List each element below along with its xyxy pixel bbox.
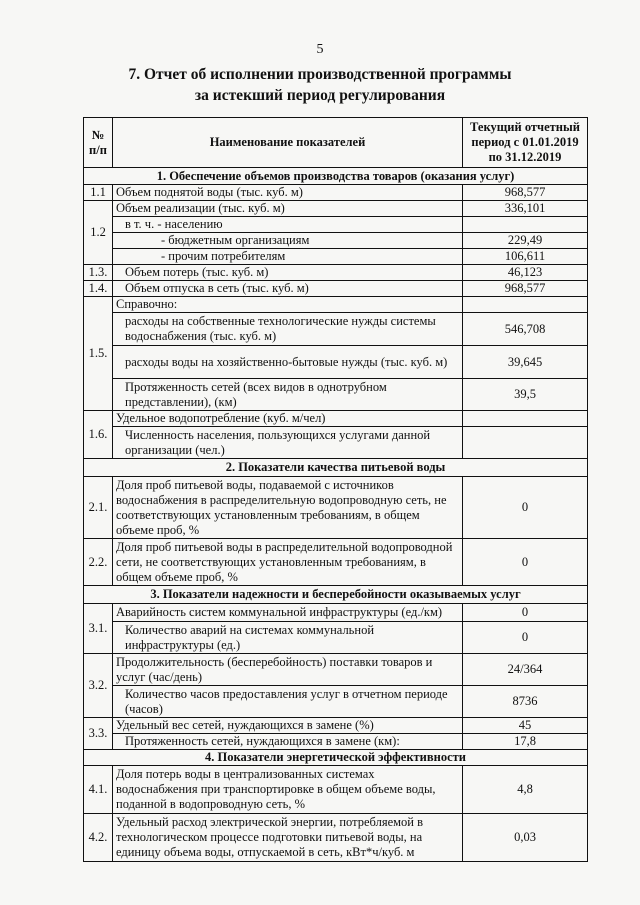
row-value xyxy=(463,427,588,459)
header-num: № п/п xyxy=(84,118,113,168)
row-name: - бюджетным организациям xyxy=(113,233,463,249)
row-value: 106,611 xyxy=(463,249,588,265)
row-name: Количество часов предоставления услуг в отчетном периоде (часов) xyxy=(113,686,463,718)
row-name: Доля проб питьевой воды, подаваемой с источников водоснабжения в распределительную водопроводную сеть, не соответствующих установленным требованиям, в общем объеме проб, % xyxy=(113,477,463,539)
section-row xyxy=(84,586,588,604)
row-value: 17,8 xyxy=(463,734,588,750)
table-row xyxy=(84,477,588,539)
row-name: Объем потерь (тыс. куб. м) xyxy=(113,265,463,281)
row-value: 39,645 xyxy=(463,346,588,379)
row-num: 2.2. xyxy=(84,539,113,586)
table-row xyxy=(84,718,588,734)
row-value: 336,101 xyxy=(463,201,588,217)
row-num: 4.2. xyxy=(84,814,113,862)
table-row xyxy=(84,604,588,622)
table-row xyxy=(84,201,588,217)
row-num: 2.1. xyxy=(84,477,113,539)
header-value: Текущий отчетный период с 01.01.2019 по 31.12.2019 xyxy=(463,118,588,168)
title-line-1: 7. Отчет об исполнении производственной программы xyxy=(128,66,512,83)
page-number: 5 xyxy=(316,42,324,57)
row-num: 1.3. xyxy=(84,265,113,281)
row-value: 0 xyxy=(463,622,588,654)
row-num: 3.2. xyxy=(84,654,113,718)
row-num: 4.1. xyxy=(84,766,113,814)
row-name: Доля потерь воды в централизованных системах водоснабжения при транспортировке в общем объеме воды, поданной в водопроводную сеть, % xyxy=(113,766,463,814)
row-name: Удельный вес сетей, нуждающихся в замене (%) xyxy=(113,718,463,734)
row-name: Протяженность сетей (всех видов в однотрубном представлении), (км) xyxy=(113,379,463,411)
table-row xyxy=(84,814,588,862)
row-value: 4,8 xyxy=(463,766,588,814)
section-3-title: 3. Показатели надежности и бесперебойности оказываемых услуг xyxy=(84,586,588,604)
table-row xyxy=(84,281,588,297)
table-row xyxy=(84,427,588,459)
row-value: 45 xyxy=(463,718,588,734)
table-row xyxy=(84,379,588,411)
row-value: 968,577 xyxy=(463,185,588,201)
row-name: Справочно: xyxy=(113,297,463,313)
row-value: 24/364 xyxy=(463,654,588,686)
table-row xyxy=(84,654,588,686)
section-row xyxy=(84,750,588,766)
row-name: в т. ч. - населению xyxy=(113,217,463,233)
table-row xyxy=(84,766,588,814)
row-name: расходы на собственные технологические нужды системы водоснабжения (тыс. куб. м) xyxy=(113,313,463,346)
row-name: Аварийность систем коммунальной инфраструктуры (ед./км) xyxy=(113,604,463,622)
table-header-row xyxy=(84,118,588,168)
row-num: 1.6. xyxy=(84,411,113,459)
row-name: расходы воды на хозяйственно-бытовые нужды (тыс. куб. м) xyxy=(113,346,463,379)
table-row xyxy=(84,233,588,249)
header-name: Наименование показателей xyxy=(113,118,463,168)
row-name: Количество аварий на системах коммунальной инфраструктуры (ед.) xyxy=(113,622,463,654)
table-row xyxy=(84,346,588,379)
report-title xyxy=(0,64,640,106)
table-row xyxy=(84,265,588,281)
row-name: Продолжительность (бесперебойность) поставки товаров и услуг (час/день) xyxy=(113,654,463,686)
row-num: 3.1. xyxy=(84,604,113,654)
row-value: 0 xyxy=(463,477,588,539)
table-row xyxy=(84,734,588,750)
row-name: Удельное водопотребление (куб. м/чел) xyxy=(113,411,463,427)
row-name: Доля проб питьевой воды в распределительной водопроводной сети, не соответствующих установленным требованиям, в общем объеме проб, % xyxy=(113,539,463,586)
row-value: 0 xyxy=(463,604,588,622)
row-num: 3.3. xyxy=(84,718,113,750)
row-value xyxy=(463,217,588,233)
row-name: - прочим потребителям xyxy=(113,249,463,265)
row-num: 1.5. xyxy=(84,297,113,411)
row-value: 546,708 xyxy=(463,313,588,346)
section-row xyxy=(84,459,588,477)
table-row xyxy=(84,686,588,718)
row-name: Удельный расход электрической энергии, потребляемой в технологическом процессе подготовки питьевой воды, на единицу объема воды, отпускаемой в сеть, кВт*ч/куб. м xyxy=(113,814,463,862)
row-value: 229,49 xyxy=(463,233,588,249)
table-row xyxy=(84,249,588,265)
table-row xyxy=(84,622,588,654)
row-num: 1.2 xyxy=(84,201,113,265)
section-4-title: 4. Показатели энергетической эффективности xyxy=(84,750,588,766)
row-value: 39,5 xyxy=(463,379,588,411)
section-row xyxy=(84,168,588,185)
row-value: 968,577 xyxy=(463,281,588,297)
title-line-2: за истекший период регулирования xyxy=(194,87,446,104)
row-name: Объем реализации (тыс. куб. м) xyxy=(113,201,463,217)
table-row xyxy=(84,411,588,427)
table-row xyxy=(84,313,588,346)
row-name: Объем отпуска в сеть (тыс. куб. м) xyxy=(113,281,463,297)
row-value xyxy=(463,297,588,313)
row-name: Численность населения, пользующихся услугами данной организации (чел.) xyxy=(113,427,463,459)
table-row xyxy=(84,217,588,233)
row-value: 8736 xyxy=(463,686,588,718)
row-value: 46,123 xyxy=(463,265,588,281)
section-2-title: 2. Показатели качества питьевой воды xyxy=(84,459,588,477)
row-num: 1.1 xyxy=(84,185,113,201)
row-name: Протяженность сетей, нуждающихся в замене (км): xyxy=(113,734,463,750)
row-value: 0,03 xyxy=(463,814,588,862)
section-1-title: 1. Обеспечение объемов производства товаров (оказания услуг) xyxy=(84,168,588,185)
table-row xyxy=(84,297,588,313)
row-value xyxy=(463,411,588,427)
row-num: 1.4. xyxy=(84,281,113,297)
row-value: 0 xyxy=(463,539,588,586)
report-table xyxy=(83,117,588,862)
row-name: Объем поднятой воды (тыс. куб. м) xyxy=(113,185,463,201)
table-row xyxy=(84,539,588,586)
table-row xyxy=(84,185,588,201)
